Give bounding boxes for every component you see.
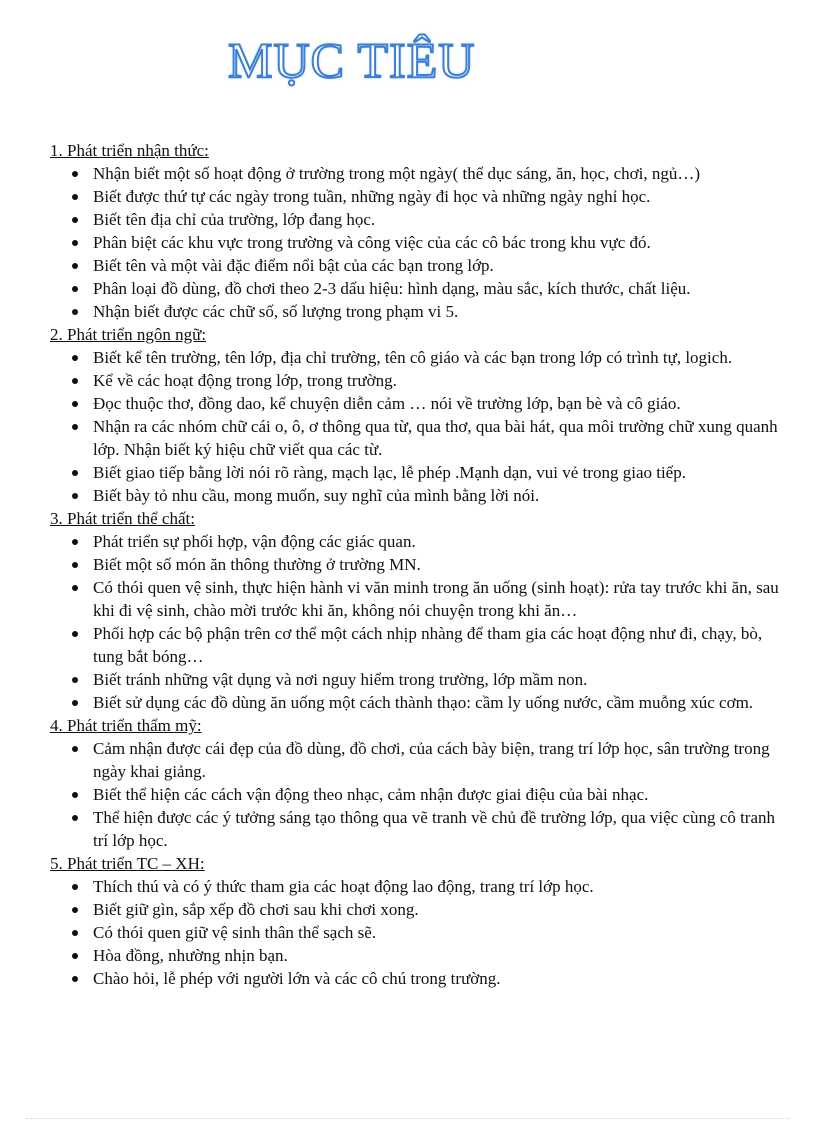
list-item — [50, 254, 790, 277]
list-item-text: Hòa đồng, nhường nhịn bạn. — [93, 946, 288, 965]
list-item-text: Kể về các hoạt động trong lớp, trong trường. — [93, 371, 397, 390]
list-item — [50, 162, 790, 185]
list-item-text: Phối hợp các bộ phận trên cơ thể một cách nhịp nhàng để tham gia các hoạt động như đi, chạy, bò, tung bắt bóng… — [93, 624, 763, 666]
list-item — [50, 783, 790, 806]
section-list — [50, 346, 790, 507]
bullet-icon — [72, 493, 78, 499]
list-item-text: Biết tên địa chỉ của trường, lớp đang học. — [93, 210, 376, 229]
list-item-text: Biết thể hiện các cách vận động theo nhạc, cảm nhận được giai điệu của bài nhạc. — [93, 785, 649, 804]
bullet-icon — [72, 953, 78, 959]
bullet-icon — [72, 631, 78, 637]
list-item — [50, 898, 790, 921]
list-item — [50, 921, 790, 944]
bullet-icon — [72, 286, 78, 292]
section-cognitive — [50, 139, 790, 323]
list-item — [50, 622, 790, 668]
section-heading: 2. Phát triển ngôn ngữ: — [50, 325, 207, 344]
list-item-text: Biết được thứ tự các ngày trong tuần, những ngày đi học và những ngày nghỉ học. — [93, 187, 651, 206]
bullet-icon — [72, 746, 78, 752]
list-item-text: Biết giao tiếp bằng lời nói rõ ràng, mạch lạc, lễ phép .Mạnh dạn, vui vẻ trong giao tiếp. — [93, 463, 686, 482]
list-item — [50, 231, 790, 254]
bullet-icon — [72, 194, 78, 200]
list-item — [50, 461, 790, 484]
section-heading: 3. Phát triển thể chất: — [50, 509, 195, 528]
list-item-text: Nhận ra các nhóm chữ cái o, ô, ơ thông qua từ, qua thơ, qua bài hát, qua môi trường chữ xung quanh lớp. Nhận biết ký hiệu chữ viết qua các từ. — [93, 417, 778, 459]
list-item — [50, 967, 790, 990]
list-item — [50, 415, 790, 461]
list-item-text: Nhận biết một số hoạt động ở trường trong một ngày( thể dục sáng, ăn, học, chơi, ngủ…) — [93, 164, 700, 183]
bullet-icon — [72, 309, 78, 315]
list-item-text: Phân biệt các khu vực trong trường và công việc của các cô bác trong khu vực đó. — [93, 233, 651, 252]
bullet-icon — [72, 424, 78, 430]
list-item-text: Thể hiện được các ý tưởng sáng tạo thông qua vẽ tranh về chủ đề trường lớp, qua việc cùng cô tranh trí lớp học. — [93, 808, 776, 850]
bullet-icon — [72, 976, 78, 982]
section-heading: 5. Phát triển TC – XH: — [50, 854, 205, 873]
bullet-icon — [72, 240, 78, 246]
list-item — [50, 875, 790, 898]
section-physical — [50, 507, 790, 714]
list-item-text: Biết một số món ăn thông thường ở trường MN. — [93, 555, 421, 574]
section-heading: 4. Phát triển thẩm mỹ: — [50, 716, 202, 735]
list-item — [50, 346, 790, 369]
bullet-icon — [72, 700, 78, 706]
list-item — [50, 530, 790, 553]
list-item — [50, 576, 790, 622]
list-item-text: Phân loại đồ dùng, đồ chơi theo 2-3 dấu hiệu: hình dạng, màu sắc, kích thước, chất liệu. — [93, 279, 691, 298]
page-title: MỤC TIÊU — [228, 32, 476, 88]
list-item — [50, 185, 790, 208]
bullet-icon — [72, 217, 78, 223]
bullet-icon — [72, 470, 78, 476]
list-item — [50, 208, 790, 231]
bullet-icon — [72, 539, 78, 545]
list-item-text: Cảm nhận được cái đẹp của đồ dùng, đồ chơi, của cách bày biện, trang trí lớp học, sân trường trong ngày khai giảng. — [93, 739, 770, 781]
section-language — [50, 323, 790, 507]
section-list — [50, 530, 790, 714]
list-item — [50, 277, 790, 300]
list-item-text: Chào hỏi, lễ phép với người lớn và các cô chú trong trường. — [93, 969, 501, 988]
bullet-icon — [72, 792, 78, 798]
list-item — [50, 944, 790, 967]
list-item-text: Thích thú và có ý thức tham gia các hoạt động lao động, trang trí lớp học. — [93, 877, 594, 896]
bullet-icon — [72, 171, 78, 177]
list-item — [50, 484, 790, 507]
bullet-icon — [72, 815, 78, 821]
bullet-icon — [72, 585, 78, 591]
bullet-icon — [72, 562, 78, 568]
bullet-icon — [72, 677, 78, 683]
list-item — [50, 806, 790, 852]
section-aesthetic — [50, 714, 790, 852]
section-social-emotional — [50, 852, 790, 990]
list-item-text: Biết tránh những vật dụng và nơi nguy hiểm trong trường, lớp mầm non. — [93, 670, 588, 689]
list-item — [50, 691, 790, 714]
page-bottom-divider — [26, 1118, 790, 1119]
list-item — [50, 553, 790, 576]
list-item-text: Có thói quen giữ vệ sinh thân thể sạch sẽ. — [93, 923, 377, 942]
section-list — [50, 162, 790, 323]
section-list — [50, 737, 790, 852]
list-item-text: Biết giữ gìn, sắp xếp đồ chơi sau khi chơi xong. — [93, 900, 419, 919]
list-item-text: Biết bày tỏ nhu cầu, mong muốn, suy nghĩ của mình bằng lời nói. — [93, 486, 540, 505]
bullet-icon — [72, 355, 78, 361]
list-item-text: Nhận biết được các chữ số, số lượng trong phạm vi 5. — [93, 302, 459, 321]
list-item-text: Biết sử dụng các đồ dùng ăn uống một cách thành thạo: cầm ly uống nước, cầm muỗng xúc cơm. — [93, 693, 754, 712]
list-item — [50, 300, 790, 323]
bullet-icon — [72, 401, 78, 407]
bullet-icon — [72, 263, 78, 269]
list-item — [50, 392, 790, 415]
bullet-icon — [72, 907, 78, 913]
bullet-icon — [72, 884, 78, 890]
section-list — [50, 875, 790, 990]
objectives-content — [50, 139, 790, 990]
list-item-text: Phát triển sự phối hợp, vận động các giác quan. — [93, 532, 416, 551]
list-item-text: Có thói quen vệ sinh, thực hiện hành vi văn minh trong ăn uống (sinh hoạt): rửa tay trước khi ăn, sau khi đi vệ sinh, chào mời trước khi ăn, không nói chuyện trong khi ăn… — [93, 578, 779, 620]
list-item-text: Biết tên và một vài đặc điểm nổi bật của các bạn trong lớp. — [93, 256, 494, 275]
bullet-icon — [72, 378, 78, 384]
list-item — [50, 737, 790, 783]
list-item — [50, 668, 790, 691]
list-item-text: Biết kể tên trường, tên lớp, địa chỉ trường, tên cô giáo và các bạn trong lớp có trình tự, logich. — [93, 348, 733, 367]
section-heading: 1. Phát triển nhận thức: — [50, 141, 209, 160]
list-item-text: Đọc thuộc thơ, đồng dao, kể chuyện diễn cảm … nói về trường lớp, bạn bè và cô giáo. — [93, 394, 681, 413]
list-item — [50, 369, 790, 392]
bullet-icon — [72, 930, 78, 936]
